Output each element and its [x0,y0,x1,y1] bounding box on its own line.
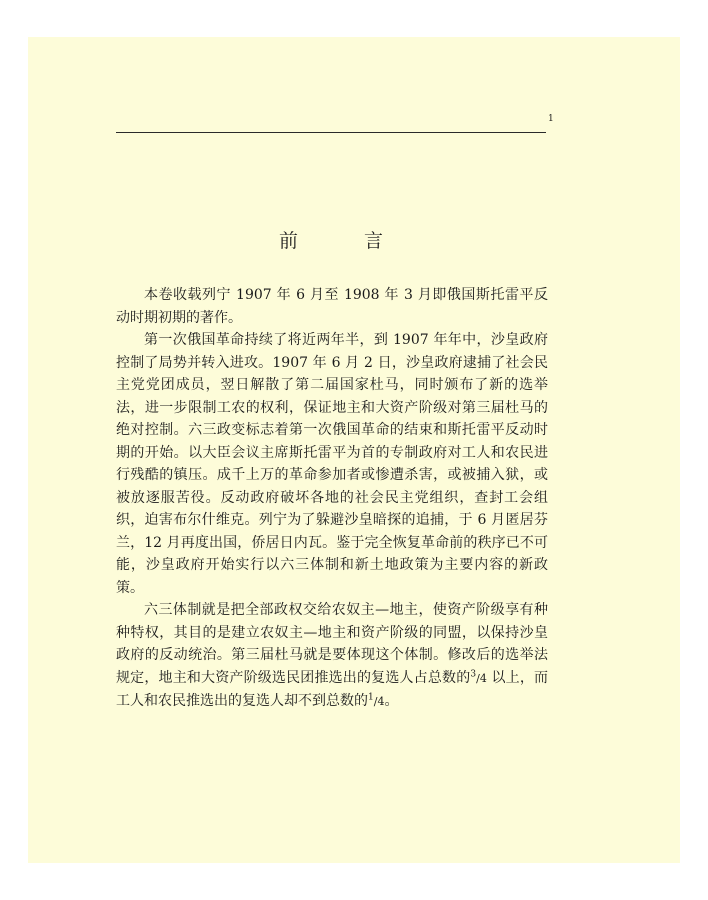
page-number: 1 [548,114,554,124]
chapter-title: 前 言 [278,230,414,252]
fraction-numerator: 1 [368,692,374,703]
body-text [116,284,548,714]
paragraph-3-text-end: 。 [384,693,399,709]
paragraph-3-text-before: 六三体制就是把全部政权交给农奴主—地主，使资产阶级享有种种特权，其目的是建立农奴主—地主和资产阶级的同盟，以保持沙皇政府的反动统治。第三届杜马就是要体现这个体制。修改后的选举法规定，地主和大资产阶级选民团推选出的复选人占总数的 [116,602,548,686]
fraction-denominator: /4 [476,671,487,685]
paragraph-2: 第一次俄国革命持续了将近两年半，到 1907 年年中，沙皇政府控制了局势并转入进攻。1907 年 6 月 2 日，沙皇政府逮捕了社会民主党党团成员，翌日解散了第二届国家杜马，同时颁布了新的选举法，进一步限制工农的权利，保证地主和大资产阶级对第三届杜马的绝对控制。六三政变标志着第一次俄国革命的结束和斯托雷平反动时期的开始。以大臣会议主席斯托雷平为首的专制政府对工人和农民进行残酷的镇压。成千上万的革命参加者或惨遭杀害，或被捕入狱，或被放逐服苦役。反动政府破坏各地的社会民主党组织，查封工会组织，迫害布尔什维克。列宁为了躲避沙皇暗探的追捕，于 6 月匿居芬兰，12 月再度出国，侨居日内瓦。鉴于完全恢复革命前的秩序已不可能，沙皇政府开始实行以六三体制和新土地政策为主要内容的新政策。 [116,332,548,596]
fraction-numerator: 3 [470,668,477,679]
paragraph-3 [116,599,548,714]
paragraph-3-text-middle: 以上，而工人和农民推选出的复选人却不到总数的 [116,669,548,709]
header-rule [116,132,546,133]
paragraph-1: 本卷收载列宁 1907 年 6 月至 1908 年 3 月即俄国斯托雷平反动时期初期的著作。 [116,287,548,326]
fraction-denominator: /4 [373,695,385,708]
